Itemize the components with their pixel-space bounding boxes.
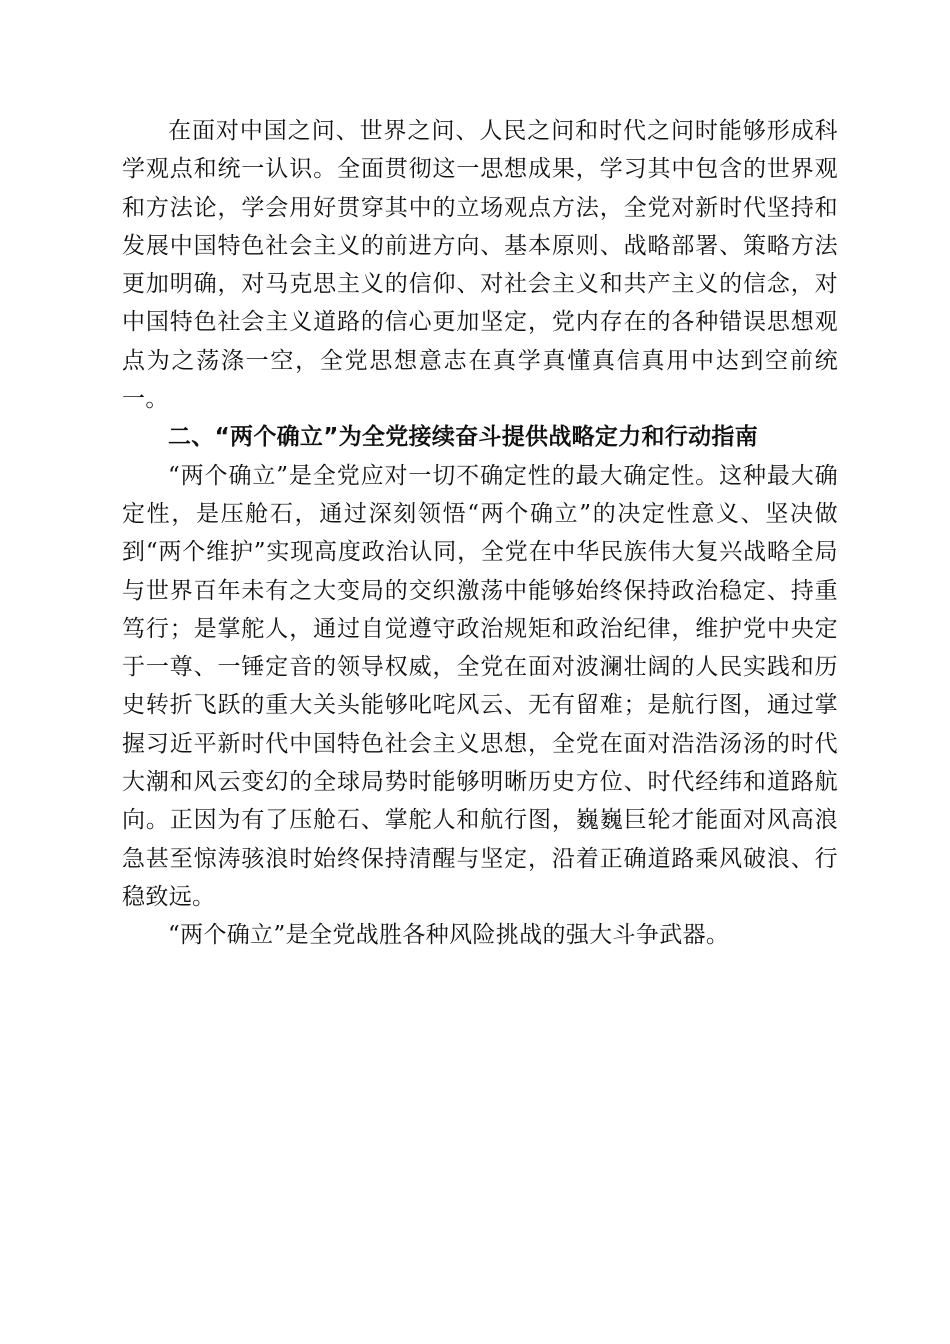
- body-paragraph-2: “两个确立”是全党应对一切不确定性的最大确定性。这种最大确定性，是压舱石，通过深刻领悟“两个确立”的决定性意义、坚决做到“两个维护”实现高度政治认同，全党在中华民族伟大复兴战略全局与世界百年未有之大变局的交织激荡中能够始终保持政治稳定、持重笃行；是掌舵人，通过自觉遵守政治规矩和政治纪律，维护党中央定于一尊、一锤定音的领导权威，全党在面对波澜壮阔的人民实践和历史转折飞跃的重大关头能够叱咤风云、无有留难；是航行图，通过掌握习近平新时代中国特色社会主义思想，全党在面对浩浩汤汤的时代大潮和风云变幻的全球局势时能够明晰历史方位、时代经纬和道路航向。正因为有了压舱石、掌舵人和航行图，巍巍巨轮才能面对风高浪急甚至惊涛骇浪时始终保持清醒与坚定，沿着正确道路乘风破浪、行稳致远。: [122, 462, 838, 910]
- body-paragraph-1: 在面对中国之问、世界之问、人民之问和时代之问时能够形成科学观点和统一认识。全面贯彻这一思想成果，学习其中包含的世界观和方法论，学会用好贯穿其中的立场观点方法，全党对新时代坚持和发展中国特色社会主义的前进方向、基本原则、战略部署、策略方法更加明确，对马克思主义的信仰、对社会主义和共产主义的信念，对中国特色社会主义道路的信心更加坚定，党内存在的各种错误思想观点为之荡涤一空，全党思想意志在真学真懂真信真用中达到空前统一。: [122, 118, 838, 413]
- body-paragraph-3: “两个确立”是全党战胜各种风险挑战的强大斗争武器。: [168, 922, 730, 949]
- document-page: [122, 112, 838, 955]
- section-heading: 二、“两个确立”为全党接续奋斗提供战略定力和行动指南: [168, 424, 759, 451]
